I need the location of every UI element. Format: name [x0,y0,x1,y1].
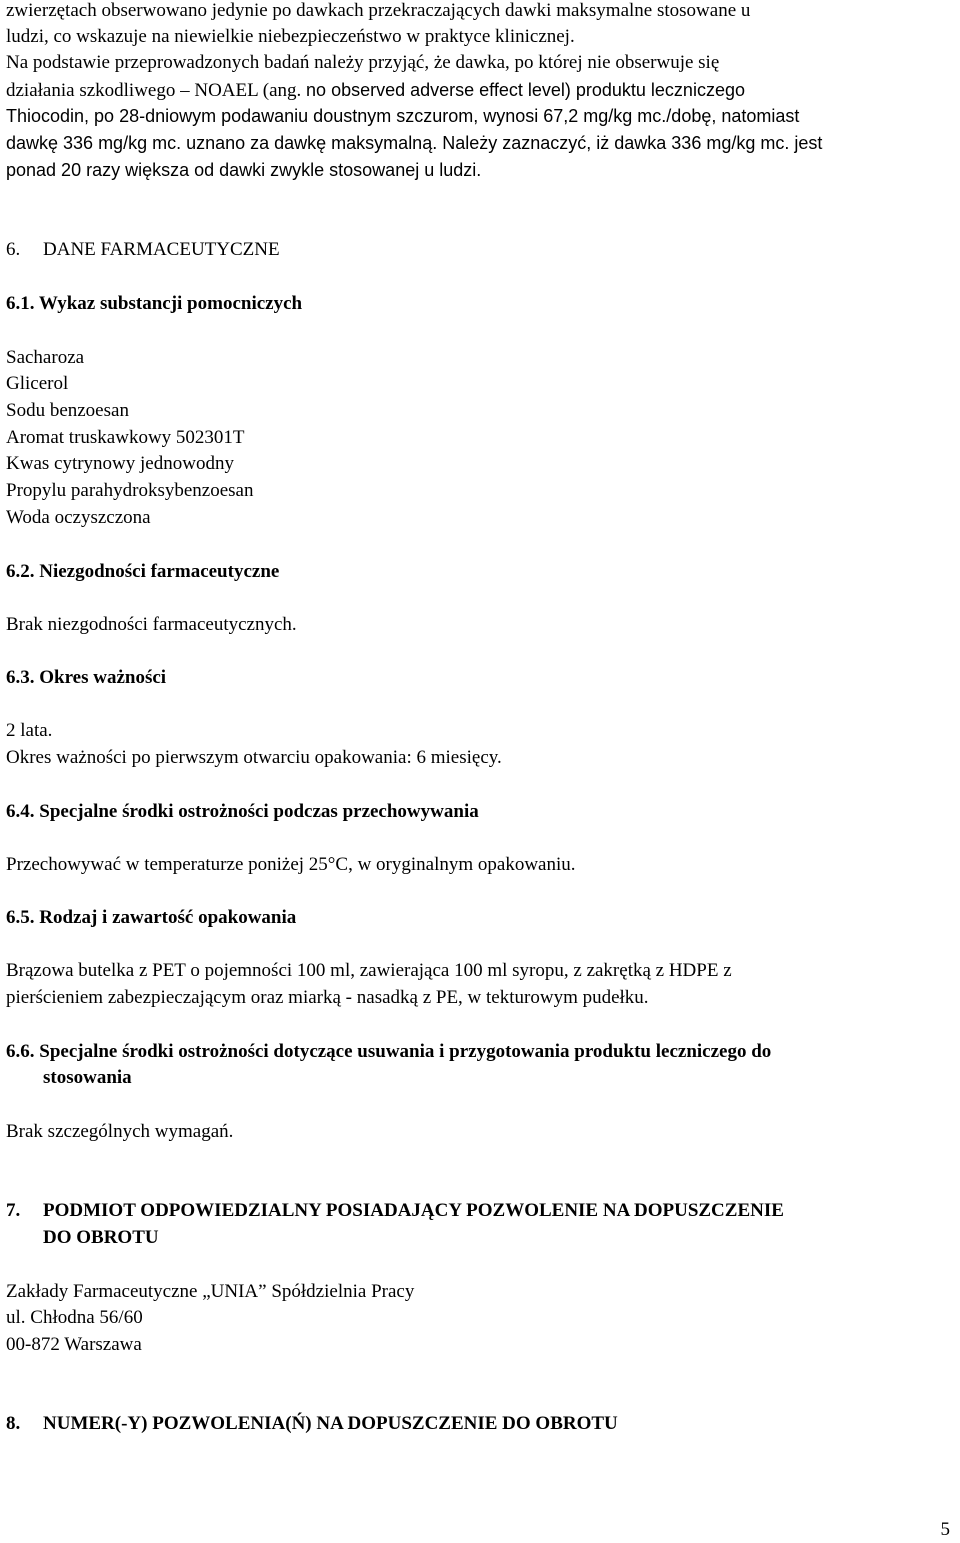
section-6-2-text: Brak niezgodności farmaceutycznych. [6,614,297,635]
excipient-item: Aromat truskawkowy 502301T [6,427,245,448]
intro-line-4-sans: no observed adverse effect level) produktu leczniczego [306,80,745,100]
intro-line-4-serif: działania szkodliwego – NOAEL (ang. [6,80,307,101]
intro-line-7: ponad 20 razy większa od dawki zwykle stosowanej u ludzi. [6,160,482,180]
section-6-6-heading-1: 6.6. Specjalne środki ostrożności dotyczące usuwania i przygotowania produktu leczniczego do [6,1041,772,1062]
excipient-item: Glicerol [6,373,69,394]
company-name: Zakłady Farmaceutyczne „UNIA” Spółdzielnia Pracy [6,1281,415,1302]
section-7-heading-2: DO OBROTU [43,1227,159,1248]
section-6-6-text: Brak szczególnych wymagań. [6,1121,234,1142]
excipient-item: Woda oczyszczona [6,507,151,528]
section-6-3-text-1: 2 lata. [6,720,53,741]
excipient-item: Propylu parahydroksybenzoesan [6,480,254,501]
excipient-item: Sodu benzoesan [6,400,129,421]
section-6-1-heading: 6.1. Wykaz substancji pomocniczych [6,293,303,314]
intro-line-3: Na podstawie przeprowadzonych badań należy przyjąć, że dawka, po której nie obserwuje się [6,52,720,73]
section-6-4-heading: 6.4. Specjalne środki ostrożności podczas przechowywania [6,801,479,822]
section-6-heading [6,237,280,263]
intro-line-1: zwierzętach obserwowano jedynie po dawkach przekraczających dawki maksymalne stosowane u [6,0,751,21]
section-7-number: 7. [6,1200,21,1221]
section-6-5-text-1: Brązowa butelka z PET o pojemności 100 ml, zawierająca 100 ml syropu, z zakrętką z HDPE z [6,960,732,981]
page-number: 5 [940,1519,950,1540]
section-7-heading-1 [6,1198,784,1224]
section-6-number: 6. [6,239,21,260]
excipient-item: Kwas cytrynowy jednowodny [6,453,234,474]
section-6-2-heading: 6.2. Niezgodności farmaceutyczne [6,561,280,582]
section-6-title: DANE FARMACEUTYCZNE [43,239,280,260]
section-8-number: 8. [6,1413,21,1434]
company-street: ul. Chłodna 56/60 [6,1307,143,1328]
intro-line-5: Thiocodin, po 28-dniowym podawaniu doustnym szczurom, wynosi 67,2 mg/kg mc./dobę, natomiast [6,106,800,126]
section-6-6-heading-2: stosowania [43,1067,132,1088]
company-city: 00-872 Warszawa [6,1334,142,1355]
intro-line-4 [6,77,745,104]
section-8-heading [6,1411,618,1437]
section-6-3-heading: 6.3. Okres ważności [6,667,167,688]
intro-line-2: ludzi, co wskazuje na niewielkie niebezpieczeństwo w praktyce klinicznej. [6,26,575,47]
section-6-5-heading: 6.5. Rodzaj i zawartość opakowania [6,907,297,928]
section-6-3-text-2: Okres ważności po pierwszym otwarciu opakowania: 6 miesięcy. [6,747,502,768]
intro-line-6: dawkę 336 mg/kg mc. uznano za dawkę maksymalną. Należy zaznaczyć, iż dawka 336 mg/kg mc. jest [6,133,823,153]
section-6-4-text: Przechowywać w temperaturze poniżej 25°C, w oryginalnym opakowaniu. [6,854,576,875]
section-7-title-1: PODMIOT ODPOWIEDZIALNY POSIADAJĄCY POZWOLENIE NA DOPUSZCZENIE [43,1200,784,1221]
section-6-5-text-2: pierścieniem zabezpieczającym oraz miarką - nasadką z PE, w tekturowym pudełku. [6,987,649,1008]
excipient-item: Sacharoza [6,347,85,368]
section-8-title: NUMER(-Y) POZWOLENIA(Ń) NA DOPUSZCZENIE DO OBROTU [43,1413,618,1434]
